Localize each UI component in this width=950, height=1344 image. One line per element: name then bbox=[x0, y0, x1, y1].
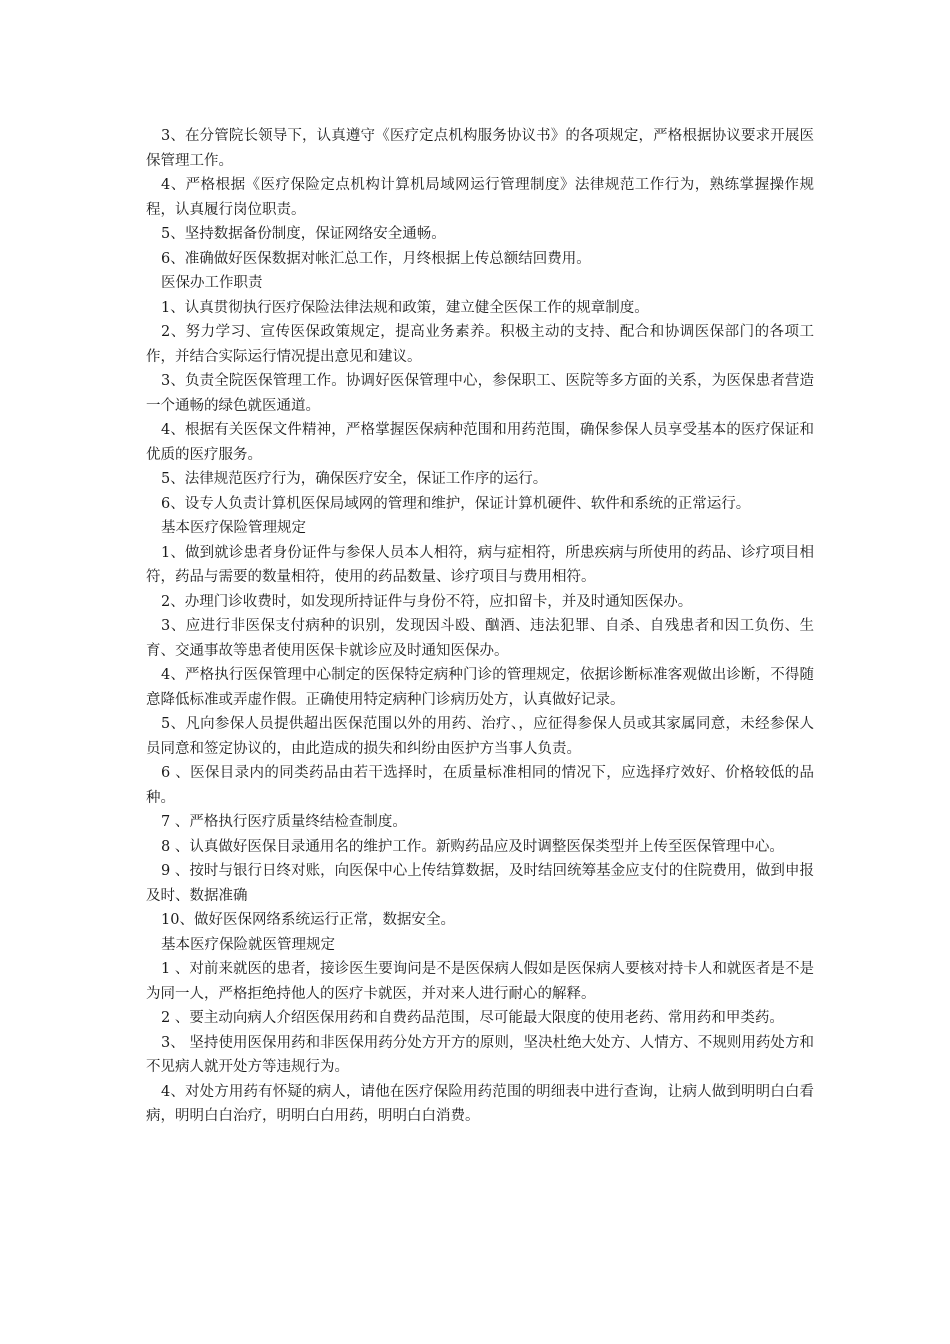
paragraph: 5、法律规范医疗行为，确保医疗安全，保证工作序的运行。 bbox=[161, 471, 548, 487]
paragraph: 2、努力学习、宣传医保政策规定，提高业务素养。积极主动的支持、配合和协调医保部门的各项工作，并结合实际运行情况提出意见和建议。 bbox=[146, 324, 814, 365]
paragraph: 6、准确做好医保数据对帐汇总工作，月终根据上传总额结回费用。 bbox=[161, 250, 591, 267]
paragraph: 5、凡向参保人员提供超出医保范围以外的用药、治疗、，应征得参保人员或其家属同意，未经参保人员同意和签定协议的，由此造成的损失和纠纷由医护方当事人负责。 bbox=[146, 716, 814, 757]
paragraph: 4、严格执行医保管理中心制定的医保特定病种门诊的管理规定，依据诊断标准客观做出诊断，不得随意降低标准或弄虚作假。正确使用特定病种门诊病历处方，认真做好记录。 bbox=[146, 667, 814, 708]
paragraph: 6、设专人负责计算机医保局域网的管理和维护，保证计算机硬件、软件和系统的正常运行。 bbox=[161, 495, 751, 512]
paragraph: 3、负责全院医保管理工作。协调好医保管理中心，参保职工、医院等多方面的关系，为医保患者营造一个通畅的绿色就医通道。 bbox=[146, 373, 814, 414]
paragraph: 3、 坚持使用医保用药和非医保用药分处方开方的原则，坚决杜绝大处方、人情方、不规则用药处方和不见病人就开处方等违规行为。 bbox=[146, 1034, 814, 1075]
paragraph: 6 、医保目录内的同类药品由若干选择时，在质量标准相同的情况下，应选择疗效好、价格较低的品种。 bbox=[146, 765, 814, 806]
paragraph: 2 、要主动向病人介绍医保用药和自费药品范围，尽可能最大限度的使用老药、常用药和甲类药。 bbox=[161, 1010, 784, 1026]
paragraph: 7 、严格执行医疗质量终结检查制度。 bbox=[161, 814, 407, 830]
paragraph: 3、应进行非医保支付病种的识别，发现因斗殴、酗酒、违法犯罪、自杀、自残患者和因工负伤、生育、交通事故等患者使用医保卡就诊应及时通知医保办。 bbox=[146, 618, 814, 659]
paragraph: 5、坚持数据备份制度，保证网络安全通畅。 bbox=[161, 226, 446, 242]
paragraph: 4、严格根据《医疗保险定点机构计算机局域网运行管理制度》法律规范工作行为，熟练掌握操作规程，认真履行岗位职责。 bbox=[146, 177, 814, 218]
paragraph: 4、根据有关医保文件精神，严格掌握医保病种范围和用药范围，确保参保人员享受基本的医疗保证和优质的医疗服务。 bbox=[146, 422, 814, 463]
paragraph: 1 、对前来就医的患者，接诊医生要询问是不是医保病人假如是医保病人要核对持卡人和就医者是不是为同一人，严格拒绝持他人的医疗卡就医，并对来人进行耐心的解释。 bbox=[146, 961, 814, 1002]
paragraph: 3、在分管院长领导下，认真遵守《医疗定点机构服务协议书》的各项规定，严格根据协议要求开展医保管理工作。 bbox=[146, 128, 814, 169]
paragraph: 1、认真贯彻执行医疗保险法律法规和政策，建立健全医保工作的规章制度。 bbox=[161, 299, 649, 316]
paragraph: 1、做到就诊患者身份证件与参保人员本人相符，病与症相符，所患疾病与所使用的药品、诊疗项目相符，药品与需要的数量相符，使用的药品数量、诊疗项目与费用相符。 bbox=[146, 544, 814, 585]
paragraph: 9 、按时与银行日终对账，向医保中心上传结算数据，及时结回统筹基金应支付的住院费用，做到申报及时、数据准确 bbox=[146, 863, 814, 904]
paragraph: 8 、认真做好医保目录通用名的维护工作。新购药品应及时调整医保类型并上传至医保管理中心。 bbox=[161, 838, 784, 855]
section-heading: 基本医疗保险就医管理规定 bbox=[161, 936, 335, 953]
paragraph: 4、对处方用药有怀疑的病人，请他在医疗保险用药范围的明细表中进行查询，让病人做到明明白白看病，明明白白治疗，明明白白用药，明明白白消费。 bbox=[146, 1083, 814, 1124]
section-heading: 基本医疗保险管理规定 bbox=[161, 520, 306, 536]
paragraph: 10、做好医保网络系统运行正常，数据安全。 bbox=[161, 912, 455, 928]
section-heading: 医保办工作职责 bbox=[161, 275, 263, 291]
document-page bbox=[146, 124, 814, 1129]
paragraph: 2、办理门诊收费时，如发现所持证件与身份不符，应扣留卡，并及时通知医保办。 bbox=[161, 593, 693, 610]
